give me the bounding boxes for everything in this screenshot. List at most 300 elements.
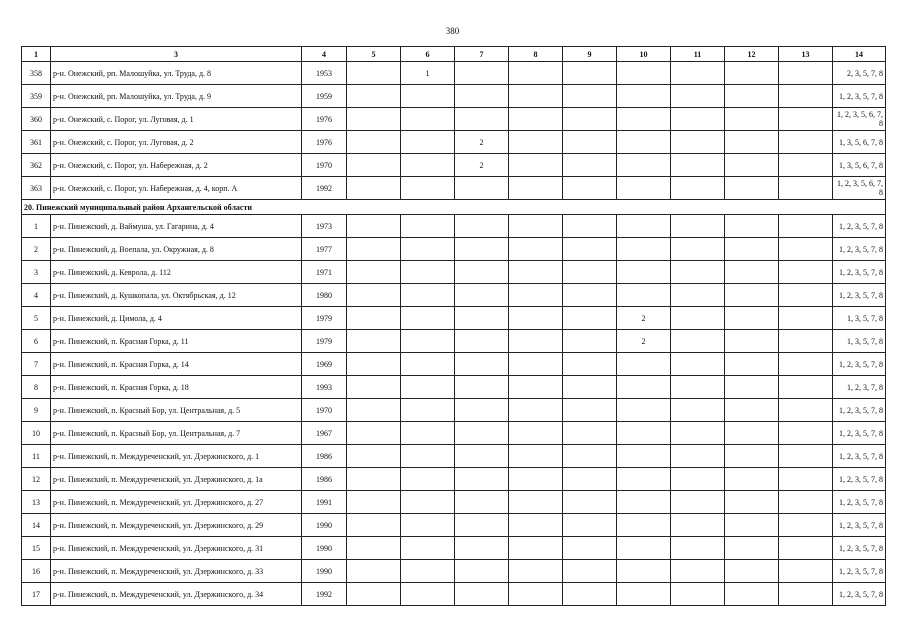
col10-cell: [617, 537, 671, 560]
col12-cell: [725, 238, 779, 261]
row-number: 359: [22, 85, 51, 108]
col13-cell: [779, 422, 833, 445]
col6-cell: [401, 514, 455, 537]
year-cell: 1990: [302, 560, 347, 583]
col10-cell: [617, 284, 671, 307]
year-cell: 1979: [302, 330, 347, 353]
year-cell: 1986: [302, 445, 347, 468]
row-number: 10: [22, 422, 51, 445]
col5-cell: [347, 284, 401, 307]
col13-cell: [779, 537, 833, 560]
address-cell: р-н. Онежский, с. Порог, ул. Луговая, д. 2: [51, 131, 302, 154]
table-row: [22, 376, 886, 399]
row-number: 17: [22, 583, 51, 606]
page-number: 380: [445, 26, 460, 36]
col14-cell: 1, 3, 5, 7, 8: [833, 330, 886, 353]
col14-cell: 1, 2, 3, 5, 6, 7, 8: [833, 177, 886, 200]
year-cell: 1969: [302, 353, 347, 376]
col6-cell: [401, 307, 455, 330]
address-cell: р-н. Пинежский, д. Ваймуша, ул. Гагарина, д. 4: [51, 215, 302, 238]
col6-cell: [401, 131, 455, 154]
row-number: 362: [22, 154, 51, 177]
table-row: [22, 215, 886, 238]
col6-cell: [401, 445, 455, 468]
col11-cell: [671, 376, 725, 399]
col11-cell: [671, 330, 725, 353]
col7-cell: [455, 376, 509, 399]
col13-cell: [779, 284, 833, 307]
column-header: 13: [779, 47, 833, 62]
year-cell: 1993: [302, 376, 347, 399]
col9-cell: [563, 583, 617, 606]
col5-cell: [347, 353, 401, 376]
col12-cell: [725, 261, 779, 284]
col9-cell: [563, 154, 617, 177]
row-number: 5: [22, 307, 51, 330]
col7-cell: [455, 261, 509, 284]
column-header: 14: [833, 47, 886, 62]
col11-cell: [671, 131, 725, 154]
row-number: 7: [22, 353, 51, 376]
address-cell: р-н. Пинежский, п. Красная Горка, д. 14: [51, 353, 302, 376]
table-row: [22, 445, 886, 468]
col5-cell: [347, 376, 401, 399]
col11-cell: [671, 468, 725, 491]
col6-cell: [401, 154, 455, 177]
col7-cell: [455, 491, 509, 514]
col8-cell: [509, 445, 563, 468]
table-row: [22, 108, 886, 131]
col5-cell: [347, 537, 401, 560]
col11-cell: [671, 422, 725, 445]
col5-cell: [347, 154, 401, 177]
col8-cell: [509, 62, 563, 85]
col7-cell: [455, 445, 509, 468]
col12-cell: [725, 468, 779, 491]
col14-cell: 1, 2, 3, 5, 7, 8: [833, 353, 886, 376]
col7-cell: [455, 108, 509, 131]
col14-cell: 1, 2, 3, 5, 7, 8: [833, 85, 886, 108]
col8-cell: [509, 491, 563, 514]
col14-cell: 1, 2, 3, 5, 7, 8: [833, 468, 886, 491]
table-row: [22, 238, 886, 261]
col5-cell: [347, 583, 401, 606]
address-cell: р-н. Онежский, рп. Малошуйка, ул. Труда, д. 8: [51, 62, 302, 85]
col7-cell: [455, 215, 509, 238]
col5-cell: [347, 85, 401, 108]
col12-cell: [725, 583, 779, 606]
col14-cell: 1, 2, 3, 5, 7, 8: [833, 583, 886, 606]
col10-cell: 2: [617, 307, 671, 330]
col12-cell: [725, 307, 779, 330]
column-header: 12: [725, 47, 779, 62]
year-cell: 1970: [302, 399, 347, 422]
col14-cell: 1, 2, 3, 5, 7, 8: [833, 537, 886, 560]
col7-cell: [455, 85, 509, 108]
col14-cell: 1, 2, 3, 5, 6, 7, 8: [833, 108, 886, 131]
col12-cell: [725, 108, 779, 131]
col12-cell: [725, 131, 779, 154]
col14-cell: 1, 3, 5, 7, 8: [833, 307, 886, 330]
col13-cell: [779, 238, 833, 261]
table-body: [22, 62, 886, 606]
row-number: 12: [22, 468, 51, 491]
col13-cell: [779, 560, 833, 583]
col12-cell: [725, 85, 779, 108]
col12-cell: [725, 514, 779, 537]
col5-cell: [347, 238, 401, 261]
table-row: [22, 261, 886, 284]
col8-cell: [509, 583, 563, 606]
col11-cell: [671, 85, 725, 108]
address-cell: р-н. Пинежский, п. Красная Горка, д. 18: [51, 376, 302, 399]
col9-cell: [563, 261, 617, 284]
column-header: 10: [617, 47, 671, 62]
col9-cell: [563, 85, 617, 108]
col5-cell: [347, 177, 401, 200]
col13-cell: [779, 154, 833, 177]
col6-cell: [401, 491, 455, 514]
col6-cell: [401, 583, 455, 606]
address-cell: р-н. Онежский, с. Порог, ул. Луговая, д. 1: [51, 108, 302, 131]
col8-cell: [509, 353, 563, 376]
col13-cell: [779, 307, 833, 330]
col6-cell: 1: [401, 62, 455, 85]
year-cell: 1959: [302, 85, 347, 108]
column-header: 9: [563, 47, 617, 62]
col12-cell: [725, 537, 779, 560]
col9-cell: [563, 514, 617, 537]
col9-cell: [563, 131, 617, 154]
address-cell: р-н. Онежский, рп. Малошуйка, ул. Труда, д. 9: [51, 85, 302, 108]
col10-cell: [617, 376, 671, 399]
col5-cell: [347, 307, 401, 330]
col14-cell: 1, 2, 3, 5, 7, 8: [833, 399, 886, 422]
col14-cell: 1, 2, 3, 5, 7, 8: [833, 284, 886, 307]
row-number: 8: [22, 376, 51, 399]
col9-cell: [563, 353, 617, 376]
col8-cell: [509, 154, 563, 177]
col10-cell: [617, 399, 671, 422]
col6-cell: [401, 468, 455, 491]
table-row: [22, 85, 886, 108]
column-header: 3: [51, 47, 302, 62]
address-cell: р-н. Пинежский, д. Воепала, ул. Окружная, д. 8: [51, 238, 302, 261]
year-cell: 1992: [302, 583, 347, 606]
table-row: [22, 62, 886, 85]
col5-cell: [347, 399, 401, 422]
col11-cell: [671, 108, 725, 131]
col9-cell: [563, 307, 617, 330]
col12-cell: [725, 353, 779, 376]
col8-cell: [509, 131, 563, 154]
col12-cell: [725, 399, 779, 422]
col13-cell: [779, 353, 833, 376]
col10-cell: [617, 154, 671, 177]
col7-cell: [455, 330, 509, 353]
col12-cell: [725, 376, 779, 399]
col7-cell: [455, 422, 509, 445]
col8-cell: [509, 85, 563, 108]
address-cell: р-н. Пинежский, д. Кеврола, д. 112: [51, 261, 302, 284]
row-number: 6: [22, 330, 51, 353]
col5-cell: [347, 445, 401, 468]
col11-cell: [671, 537, 725, 560]
address-cell: р-н. Пинежский, п. Междуреченский, ул. Дзержинского, д. 1: [51, 445, 302, 468]
column-header: 8: [509, 47, 563, 62]
col12-cell: [725, 284, 779, 307]
col7-cell: [455, 583, 509, 606]
col6-cell: [401, 537, 455, 560]
col7-cell: 2: [455, 154, 509, 177]
col5-cell: [347, 514, 401, 537]
col7-cell: [455, 560, 509, 583]
col8-cell: [509, 261, 563, 284]
col6-cell: [401, 422, 455, 445]
table-row: [22, 399, 886, 422]
col6-cell: [401, 353, 455, 376]
section-title: 20. Пинежский муниципальный район Архангельской области: [22, 200, 886, 215]
col11-cell: [671, 62, 725, 85]
address-cell: р-н. Пинежский, п. Красная Горка, д. 11: [51, 330, 302, 353]
col9-cell: [563, 376, 617, 399]
col6-cell: [401, 238, 455, 261]
row-number: 361: [22, 131, 51, 154]
col10-cell: [617, 62, 671, 85]
col5-cell: [347, 62, 401, 85]
section-row: [22, 200, 886, 215]
col14-cell: 1, 2, 3, 5, 7, 8: [833, 514, 886, 537]
table-row: [22, 131, 886, 154]
table-row: [22, 330, 886, 353]
year-cell: 1976: [302, 108, 347, 131]
col14-cell: 1, 2, 3, 5, 7, 8: [833, 491, 886, 514]
col14-cell: 1, 2, 3, 5, 7, 8: [833, 261, 886, 284]
year-cell: 1990: [302, 514, 347, 537]
col14-cell: 1, 2, 3, 5, 7, 8: [833, 422, 886, 445]
col13-cell: [779, 583, 833, 606]
table-row: [22, 491, 886, 514]
col6-cell: [401, 399, 455, 422]
col7-cell: [455, 62, 509, 85]
col13-cell: [779, 261, 833, 284]
col7-cell: [455, 284, 509, 307]
row-number: 16: [22, 560, 51, 583]
year-cell: 1979: [302, 307, 347, 330]
col12-cell: [725, 445, 779, 468]
table-row: [22, 468, 886, 491]
col13-cell: [779, 330, 833, 353]
col8-cell: [509, 330, 563, 353]
col7-cell: [455, 353, 509, 376]
year-cell: 1991: [302, 491, 347, 514]
col11-cell: [671, 353, 725, 376]
col9-cell: [563, 491, 617, 514]
col11-cell: [671, 261, 725, 284]
row-number: 4: [22, 284, 51, 307]
col9-cell: [563, 468, 617, 491]
col5-cell: [347, 131, 401, 154]
col9-cell: [563, 177, 617, 200]
col10-cell: [617, 177, 671, 200]
year-cell: 1976: [302, 131, 347, 154]
col9-cell: [563, 215, 617, 238]
col11-cell: [671, 284, 725, 307]
address-cell: р-н. Пинежский, п. Междуреченский, ул. Дзержинского, д. 34: [51, 583, 302, 606]
column-header: 11: [671, 47, 725, 62]
col13-cell: [779, 62, 833, 85]
col14-cell: 1, 2, 3, 5, 7, 8: [833, 560, 886, 583]
col13-cell: [779, 85, 833, 108]
row-number: 15: [22, 537, 51, 560]
col11-cell: [671, 177, 725, 200]
col10-cell: [617, 108, 671, 131]
col10-cell: [617, 468, 671, 491]
col6-cell: [401, 376, 455, 399]
col8-cell: [509, 108, 563, 131]
address-cell: р-н. Пинежский, п. Междуреченский, ул. Дзержинского, д. 29: [51, 514, 302, 537]
col8-cell: [509, 514, 563, 537]
col13-cell: [779, 131, 833, 154]
table-row: [22, 537, 886, 560]
year-cell: 1990: [302, 537, 347, 560]
address-cell: р-н. Пинежский, п. Красный Бор, ул. Центральная, д. 5: [51, 399, 302, 422]
col9-cell: [563, 108, 617, 131]
table-row: [22, 583, 886, 606]
col10-cell: [617, 238, 671, 261]
table-row: [22, 560, 886, 583]
col12-cell: [725, 154, 779, 177]
col11-cell: [671, 238, 725, 261]
col12-cell: [725, 62, 779, 85]
col5-cell: [347, 422, 401, 445]
col6-cell: [401, 330, 455, 353]
col8-cell: [509, 399, 563, 422]
col11-cell: [671, 154, 725, 177]
col14-cell: 1, 3, 5, 6, 7, 8: [833, 131, 886, 154]
row-number: 2: [22, 238, 51, 261]
address-cell: р-н. Пинежский, д. Кушкопала, ул. Октябрьская, д. 12: [51, 284, 302, 307]
col5-cell: [347, 215, 401, 238]
address-cell: р-н. Пинежский, п. Междуреченский, ул. Дзержинского, д. 27: [51, 491, 302, 514]
col9-cell: [563, 537, 617, 560]
col7-cell: [455, 177, 509, 200]
col5-cell: [347, 560, 401, 583]
table-row: [22, 307, 886, 330]
col9-cell: [563, 62, 617, 85]
col6-cell: [401, 560, 455, 583]
col6-cell: [401, 215, 455, 238]
col13-cell: [779, 108, 833, 131]
col13-cell: [779, 215, 833, 238]
year-cell: 1986: [302, 468, 347, 491]
col11-cell: [671, 307, 725, 330]
address-cell: р-н. Пинежский, д. Цимола, д. 4: [51, 307, 302, 330]
col8-cell: [509, 537, 563, 560]
year-cell: 1967: [302, 422, 347, 445]
col10-cell: [617, 85, 671, 108]
col10-cell: [617, 514, 671, 537]
col8-cell: [509, 177, 563, 200]
col14-cell: 1, 2, 3, 7, 8: [833, 376, 886, 399]
col13-cell: [779, 177, 833, 200]
table-row: [22, 514, 886, 537]
col8-cell: [509, 422, 563, 445]
col5-cell: [347, 261, 401, 284]
col9-cell: [563, 330, 617, 353]
col12-cell: [725, 560, 779, 583]
col11-cell: [671, 583, 725, 606]
col8-cell: [509, 284, 563, 307]
col5-cell: [347, 491, 401, 514]
col14-cell: 1, 2, 3, 5, 7, 8: [833, 445, 886, 468]
address-cell: р-н. Пинежский, п. Междуреченский, ул. Дзержинского, д. 1а: [51, 468, 302, 491]
col8-cell: [509, 307, 563, 330]
row-number: 13: [22, 491, 51, 514]
address-cell: р-н. Онежский, с. Порог, ул. Набережная, д. 4, корп. А: [51, 177, 302, 200]
col14-cell: 1, 2, 3, 5, 7, 8: [833, 215, 886, 238]
col9-cell: [563, 560, 617, 583]
col7-cell: [455, 468, 509, 491]
column-header: 7: [455, 47, 509, 62]
col12-cell: [725, 330, 779, 353]
year-cell: 1977: [302, 238, 347, 261]
col10-cell: [617, 583, 671, 606]
col11-cell: [671, 514, 725, 537]
table-row: [22, 284, 886, 307]
col11-cell: [671, 215, 725, 238]
col13-cell: [779, 514, 833, 537]
year-cell: 1971: [302, 261, 347, 284]
col10-cell: [617, 261, 671, 284]
col13-cell: [779, 445, 833, 468]
col6-cell: [401, 177, 455, 200]
col11-cell: [671, 399, 725, 422]
address-cell: р-н. Пинежский, п. Красный Бор, ул. Центральная, д. 7: [51, 422, 302, 445]
col10-cell: [617, 491, 671, 514]
col5-cell: [347, 108, 401, 131]
row-number: 363: [22, 177, 51, 200]
col8-cell: [509, 215, 563, 238]
year-cell: 1953: [302, 62, 347, 85]
column-header: 6: [401, 47, 455, 62]
table-row: [22, 154, 886, 177]
col12-cell: [725, 177, 779, 200]
col14-cell: 1, 2, 3, 5, 7, 8: [833, 238, 886, 261]
col10-cell: [617, 422, 671, 445]
col6-cell: [401, 284, 455, 307]
col7-cell: [455, 514, 509, 537]
col9-cell: [563, 445, 617, 468]
row-number: 9: [22, 399, 51, 422]
row-number: 358: [22, 62, 51, 85]
row-number: 360: [22, 108, 51, 131]
col10-cell: [617, 353, 671, 376]
header-row: [22, 47, 886, 62]
col11-cell: [671, 560, 725, 583]
col6-cell: [401, 108, 455, 131]
col8-cell: [509, 376, 563, 399]
col8-cell: [509, 238, 563, 261]
col9-cell: [563, 238, 617, 261]
col10-cell: [617, 560, 671, 583]
address-cell: р-н. Пинежский, п. Междуреченский, ул. Дзержинского, д. 31: [51, 537, 302, 560]
col14-cell: 2, 3, 5, 7, 8: [833, 62, 886, 85]
address-cell: р-н. Онежский, с. Порог, ул. Набережная, д. 2: [51, 154, 302, 177]
col8-cell: [509, 468, 563, 491]
address-cell: р-н. Пинежский, п. Междуреченский, ул. Дзержинского, д. 33: [51, 560, 302, 583]
row-number: 14: [22, 514, 51, 537]
